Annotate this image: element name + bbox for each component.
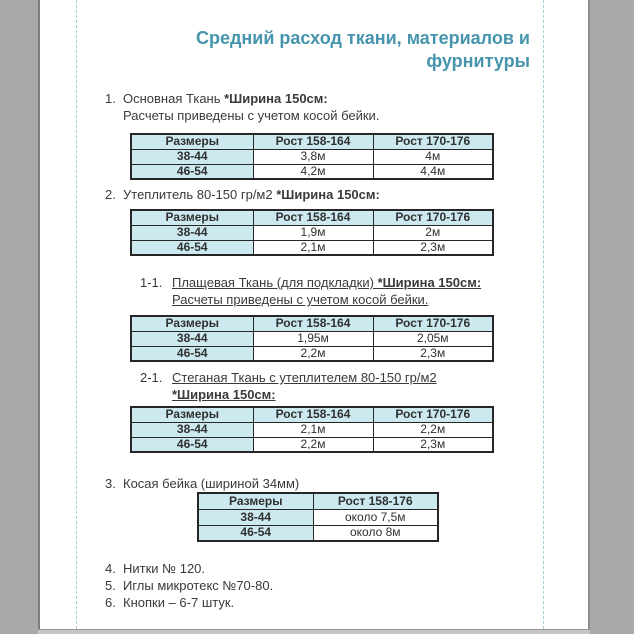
list-item-6 <box>105 594 535 611</box>
fabric-width-label: *Ширина 150см: <box>224 91 328 106</box>
list-item-1 <box>105 90 535 124</box>
table-row <box>131 240 493 255</box>
value-cell: 1,9м <box>253 225 373 240</box>
table-row <box>131 164 493 179</box>
fabric-width-label: *Ширина 150см: <box>172 387 276 402</box>
consumption-table <box>197 492 439 542</box>
table-row <box>131 149 493 164</box>
value-cell: 2,1м <box>253 240 373 255</box>
margin-guide-left <box>76 0 77 634</box>
column-header: Рост 158-164 <box>253 407 373 422</box>
column-header: Рост 158-164 <box>253 210 373 225</box>
column-header: Рост 170-176 <box>373 407 493 422</box>
item-heading <box>123 90 379 107</box>
table-row <box>198 509 438 525</box>
value-cell: 2,3м <box>373 346 493 361</box>
item-number: 2-1. <box>140 370 163 385</box>
table-bias-tape <box>197 492 437 542</box>
value-cell: 2м <box>373 225 493 240</box>
column-header: Рост 170-176 <box>373 134 493 149</box>
size-cell: 46-54 <box>131 437 253 452</box>
table-row <box>131 225 493 240</box>
page-title-line-2: фурнитуры <box>426 51 530 71</box>
table-row <box>131 422 493 437</box>
fabric-width-line <box>172 386 437 403</box>
page-bottom-edge <box>38 629 590 634</box>
value-cell: 4,4м <box>373 164 493 179</box>
value-cell: 2,2м <box>253 437 373 452</box>
item-heading: Стеганая Ткань с утеплителем 80-150 гр/м2 <box>172 370 437 385</box>
fabric-width-label: *Ширина 150см: <box>377 275 482 290</box>
size-cell: 38-44 <box>198 509 313 525</box>
column-header: Размеры <box>131 134 253 149</box>
table-header-row <box>131 407 493 422</box>
material-name: Плащевая Ткань (для подкладки) <box>172 275 378 290</box>
table-header-row <box>131 134 493 149</box>
table-row <box>131 331 493 346</box>
column-header: Размеры <box>131 316 253 331</box>
value-cell: около 8м <box>313 525 438 541</box>
item-note: Расчеты приведены с учетом косой бейки. <box>123 108 380 123</box>
value-cell: 2,05м <box>373 331 493 346</box>
list-item-3 <box>105 475 535 492</box>
page-title <box>100 27 530 73</box>
size-cell: 46-54 <box>131 164 253 179</box>
size-cell: 38-44 <box>131 422 253 437</box>
material-name: Утеплитель 80-150 гр/м2 <box>123 187 277 202</box>
item-number: 3. <box>105 476 116 491</box>
document-page <box>38 0 590 634</box>
value-cell: 4,2м <box>253 164 373 179</box>
column-header: Рост 170-176 <box>373 316 493 331</box>
value-cell: 3,8м <box>253 149 373 164</box>
list-item-4 <box>105 560 535 577</box>
size-cell: 38-44 <box>131 225 253 240</box>
size-cell: 46-54 <box>198 525 313 541</box>
item-heading <box>172 274 481 291</box>
column-header: Рост 158-164 <box>253 134 373 149</box>
item-note: Расчеты приведены с учетом косой бейки. <box>172 292 429 307</box>
value-cell: 4м <box>373 149 493 164</box>
consumption-table <box>130 209 494 256</box>
list-item-1-1 <box>140 274 560 308</box>
size-cell: 46-54 <box>131 346 253 361</box>
page-title-line-1: Средний расход ткани, материалов и <box>195 28 530 48</box>
item-number: 6. <box>105 595 116 610</box>
fabric-width-label: *Ширина 150см: <box>276 187 380 202</box>
column-header: Рост 170-176 <box>373 210 493 225</box>
value-cell: 2,1м <box>253 422 373 437</box>
size-cell: 38-44 <box>131 149 253 164</box>
item-text-block <box>123 90 379 124</box>
value-cell: 2,2м <box>373 422 493 437</box>
table-quilted <box>130 406 492 453</box>
value-cell: 1,95м <box>253 331 373 346</box>
consumption-table <box>130 406 494 453</box>
table-main-fabric <box>130 133 492 180</box>
table-header-row <box>131 316 493 331</box>
material-name: Основная Ткань <box>123 91 225 106</box>
column-header: Размеры <box>131 407 253 422</box>
value-cell: 2,3м <box>373 437 493 452</box>
item-heading: Иглы микротекс №70-80. <box>123 578 274 593</box>
column-header: Рост 158-164 <box>253 316 373 331</box>
table-lining <box>130 315 492 362</box>
table-row <box>198 525 438 541</box>
item-heading: Нитки № 120. <box>123 561 206 576</box>
item-heading <box>123 186 380 203</box>
value-cell: 2,2м <box>253 346 373 361</box>
column-header: Размеры <box>131 210 253 225</box>
item-text-block <box>172 274 481 308</box>
table-insulation <box>130 209 492 256</box>
table-row <box>131 346 493 361</box>
table-header-row <box>131 210 493 225</box>
column-header: Размеры <box>198 493 313 509</box>
item-number: 1. <box>105 91 116 106</box>
value-cell: 2,3м <box>373 240 493 255</box>
item-number: 5. <box>105 578 116 593</box>
table-header-row <box>198 493 438 509</box>
item-heading: Косая бейка (шириной 34мм) <box>123 476 300 491</box>
item-heading: Кнопки – 6-7 штук. <box>123 595 235 610</box>
value-cell: около 7,5м <box>313 509 438 525</box>
consumption-table <box>130 133 494 180</box>
consumption-table <box>130 315 494 362</box>
size-cell: 38-44 <box>131 331 253 346</box>
list-item-2 <box>105 186 535 203</box>
item-number: 2. <box>105 187 116 202</box>
margin-guide-right <box>543 0 544 634</box>
size-cell: 46-54 <box>131 240 253 255</box>
table-row <box>131 437 493 452</box>
list-item-5 <box>105 577 535 594</box>
list-item-2-1 <box>140 369 560 403</box>
item-number: 1-1. <box>140 275 163 290</box>
item-number: 4. <box>105 561 116 576</box>
item-text-block <box>172 369 437 403</box>
column-header: Рост 158-176 <box>313 493 438 509</box>
